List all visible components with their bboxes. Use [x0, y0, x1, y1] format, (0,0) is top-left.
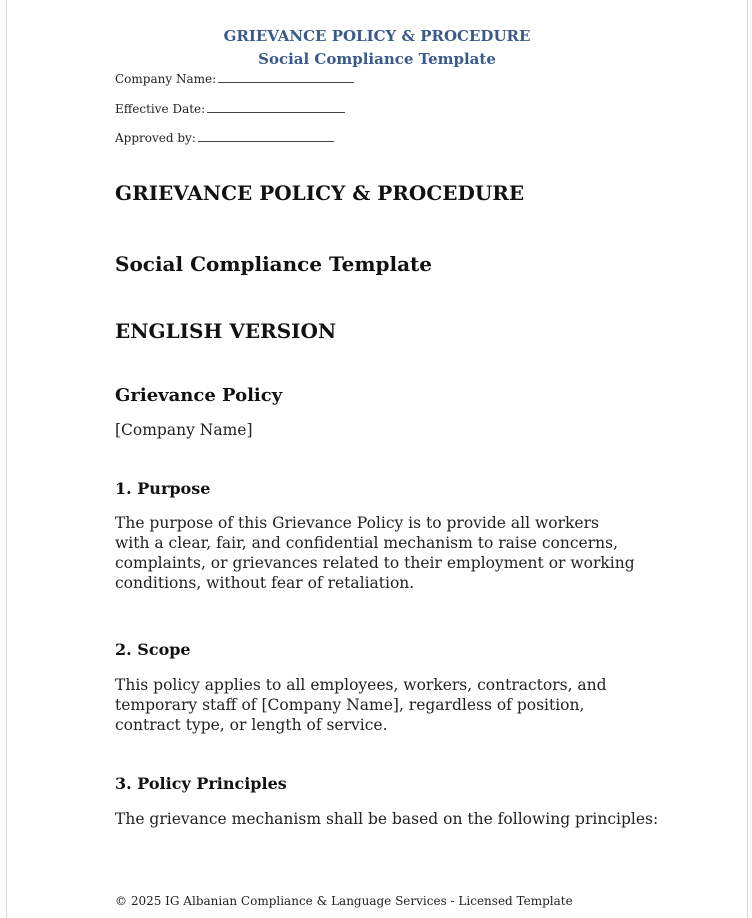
- company-name-label: Company Name:: [115, 72, 217, 86]
- section-heading-principles: 3. Policy Principles: [115, 774, 287, 793]
- main-title: GRIEVANCE POLICY & PROCEDURE: [115, 181, 525, 205]
- section-text-scope: This policy applies to all employees, workers, contractors, and temporary staff of [Company Name], regardless of position, contract type, or length of service.: [115, 676, 607, 734]
- effective-date-field: [115, 102, 345, 116]
- header-title: GRIEVANCE POLICY & PROCEDURE: [223, 27, 531, 45]
- company-name-blank[interactable]: [218, 72, 354, 83]
- header-subtitle: Social Compliance Template: [258, 50, 496, 68]
- document-page: [6, 0, 748, 918]
- section-heading-purpose: 1. Purpose: [115, 479, 211, 498]
- effective-date-label: Effective Date:: [115, 102, 206, 116]
- section-text-purpose: The purpose of this Grievance Policy is to provide all workers with a clear, fair, and confidential mechanism to raise concerns, complaints, or grievances related to their employment or working conditions, without fear of retaliation.: [115, 514, 635, 592]
- section-text-principles: The grievance mechanism shall be based on the following principles:: [115, 810, 659, 828]
- effective-date-blank[interactable]: [207, 102, 345, 113]
- company-placeholder: [Company Name]: [115, 421, 253, 439]
- approved-by-blank[interactable]: [198, 131, 334, 142]
- section-heading-scope: 2. Scope: [115, 640, 191, 659]
- approved-by-field: [115, 131, 334, 145]
- template-title: Social Compliance Template: [115, 252, 433, 276]
- footer-copyright: © 2025 IG Albanian Compliance & Language Services - Licensed Template: [115, 894, 573, 908]
- approved-by-label: Approved by:: [115, 131, 196, 145]
- policy-heading: Grievance Policy: [115, 385, 283, 406]
- company-name-field: [115, 72, 354, 86]
- version-title: ENGLISH VERSION: [115, 319, 337, 343]
